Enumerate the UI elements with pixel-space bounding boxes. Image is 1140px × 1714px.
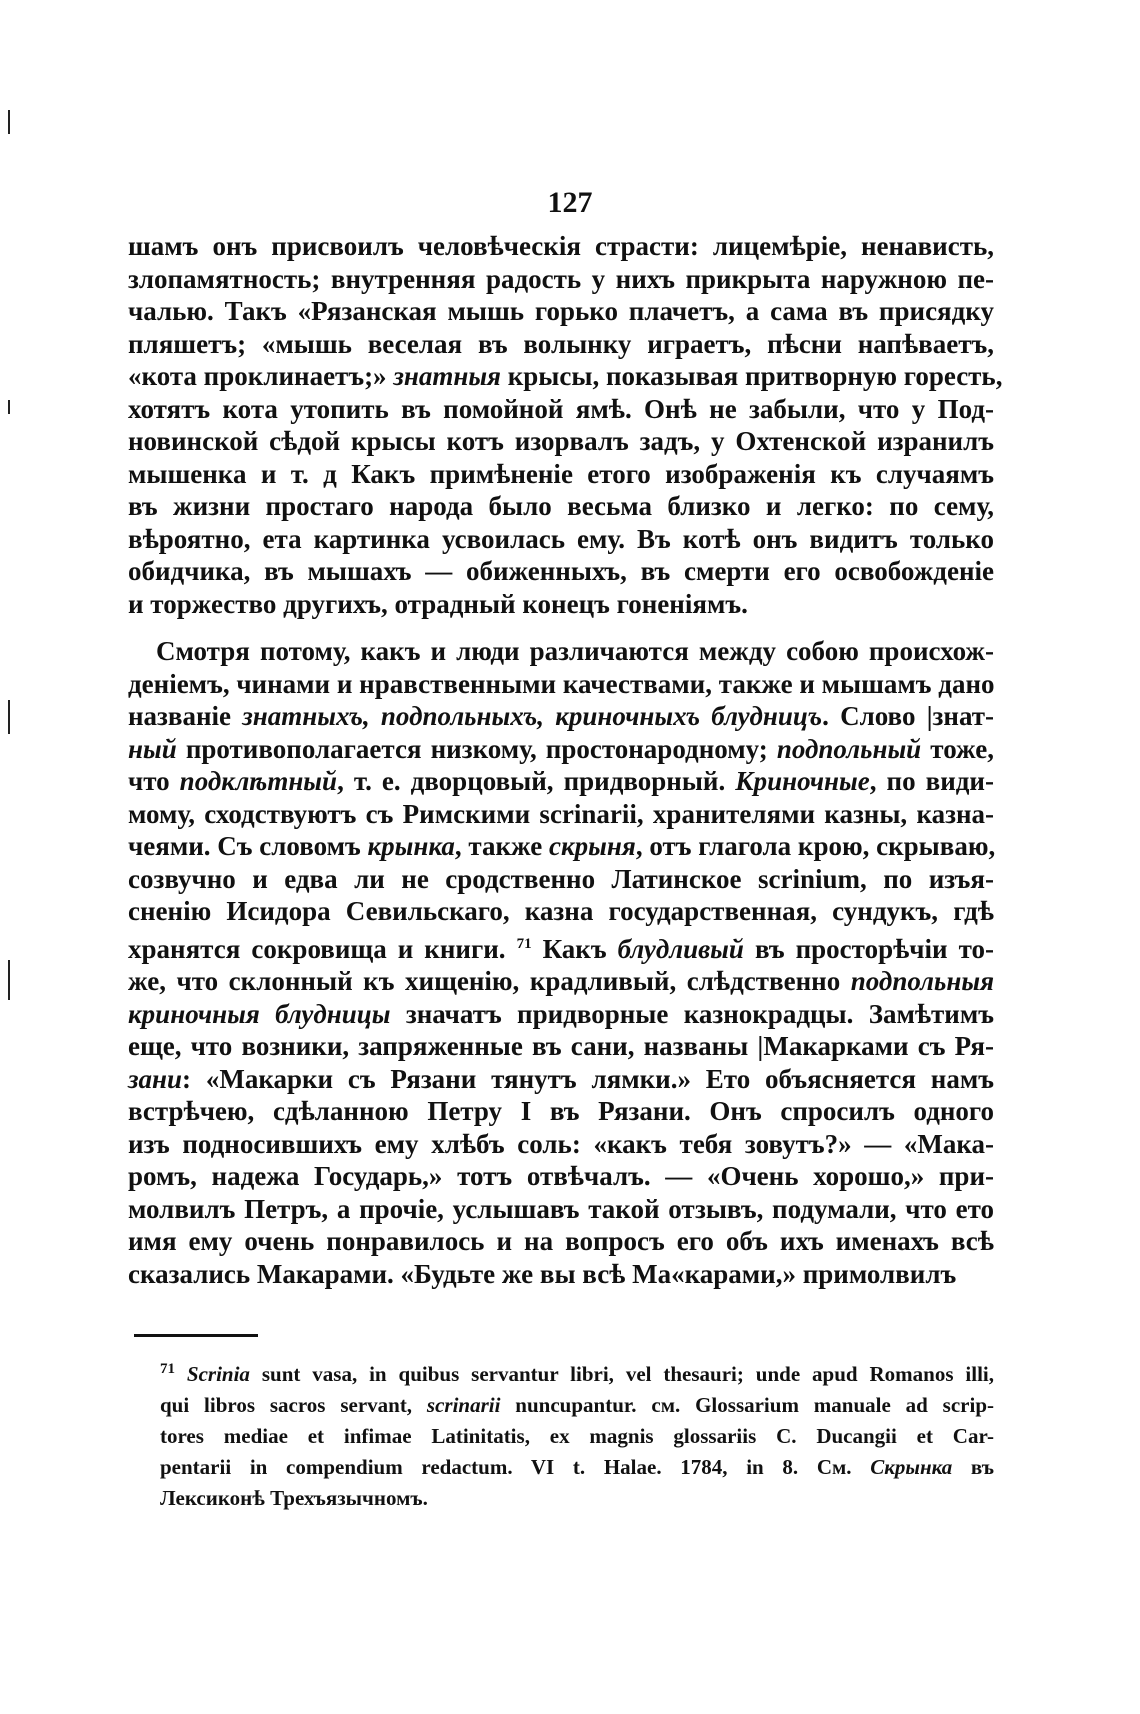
scan-edge-mark: [8, 960, 10, 1000]
text-line: деніемъ, чинами и нравственными качествами, также и мышамъ дано: [128, 668, 995, 699]
footnote: [160, 1354, 994, 1514]
text-line: молвилъ Петръ, а прочіе, услышавъ такой отзывъ, подумали, что ето: [128, 1193, 994, 1224]
text-line: сказались Макарами. «Будьте же вы всѣ Ма«карами,» примолвилъ: [128, 1258, 957, 1289]
italic-term: Scrinia: [186, 1362, 250, 1386]
text-line: криночныя блудницы значатъ придворные казнокрадцы. Замѣтимъ: [128, 998, 994, 1029]
text-line: ромъ, надежа Государь,» тотъ отвѣчалъ. — «Очень хорошо,» при-: [128, 1161, 994, 1191]
text-line: мышенка и т. д Какъ примѣненіе етого изображенія къ случаямъ: [128, 458, 994, 489]
text-line: обидчика, въ мышахъ — обиженныхъ, въ смерти его освобожденіе: [128, 556, 994, 586]
text-line: же, что склонный къ хищенію, крадливый, слѣдственно подпольныя: [128, 966, 994, 996]
paragraph-1: [128, 230, 1003, 620]
text-line: хранятся сокровища и книги. $^{71}$ Какъ блудливый въ просторѣчіи то-: [128, 933, 994, 964]
italic-term: криночныя блудницы: [128, 998, 391, 1029]
text-line: Лексиконѣ Трехъязычномъ.: [160, 1486, 428, 1510]
text-line: Смотря потому, какъ и люди различаются между собою происхож-: [156, 636, 994, 666]
text-line: зани: «Макарки съ Рязани тянутъ лямки.» Ето объясняется намъ: [128, 1063, 994, 1094]
page-number: 127: [547, 186, 593, 219]
text-line: ный противополагается низкому, простонародному; подпольный тоже,: [128, 733, 994, 764]
text-line: новинской сѣдой крысы котъ изорвалъ задъ, у Охтенской изранилъ: [128, 426, 994, 456]
text-line: tores mediae et infimae Latinitatis, ex magnis glossariis C. Ducangii et Car-: [160, 1424, 994, 1448]
text-line: $^{71}$ Scrinia sunt vasa, in quibus servantur libri, vel thesauri; unde apud Romanos illi,: [160, 1361, 994, 1386]
text-line: встрѣчею, сдѣланною Петру I въ Рязани. Онъ спросилъ одного: [128, 1096, 994, 1126]
main-text: [128, 230, 1003, 1290]
text-line: злопамятность; внутренняя радость у нихъ прикрыта наружною пе-: [128, 263, 994, 294]
italic-term: блудливый: [617, 933, 744, 964]
scan-edge-mark: [8, 700, 10, 734]
text-line: пляшетъ; «мышь веселая въ волынку играетъ, пѣсни напѣваетъ,: [128, 328, 994, 359]
text-line: сненію Исидора Севильскаго, казна государственная, сундукъ, гдѣ: [128, 896, 994, 926]
italic-term: подпольный: [776, 733, 922, 764]
text-line: имя ему очень понравилось и на вопросъ его объ ихъ именахъ всѣ: [128, 1226, 994, 1256]
italic-term: крынка: [367, 831, 455, 861]
scan-edge-mark: [8, 110, 10, 134]
text-line: qui libros sacros servant, scrinarii nuncupantur. см. Glossarium manuale ad scrip-: [160, 1393, 995, 1417]
italic-term: Криночные: [735, 766, 870, 796]
italic-term: подпольныя: [850, 966, 994, 996]
text-line: названіе знатныхъ, подпольныхъ, криночныхъ блудницъ. Слово |знат-: [128, 701, 995, 731]
paragraph-2: [128, 635, 994, 1290]
text-line: въ жизни простаго народа было весьма близко и легко: по сему,: [128, 491, 994, 521]
text-line: вѣроятно, ета картинка усвоилась ему. Въ котѣ онъ видитъ только: [128, 523, 994, 554]
footnote-ref: 71: [160, 1361, 175, 1377]
italic-term: скрыня: [549, 831, 636, 861]
text-line: «кота проклинаетъ;» знатныя крысы, показывая притворную горесть,: [128, 361, 1003, 391]
scan-edge-mark: [8, 400, 10, 414]
text-line: чеями. Съ словомъ крынка, также скрыня, отъ глагола крою, скрываю,: [128, 831, 996, 861]
text-line: что подклѣтный, т. е. дворцовый, придворный. Криночные, по види-: [128, 766, 994, 796]
text-line: изъ подносившихъ ему хлѣбъ соль: «какъ тебя зовутъ?» — «Мака-: [128, 1128, 994, 1159]
text-line: шамъ онъ присвоилъ человѣческія страсти: лицемѣріе, ненависть,: [128, 231, 994, 261]
italic-term: знатныхъ, подпольныхъ, криночныхъ блудницъ: [242, 701, 823, 731]
text-line: хотятъ кота утопить въ помойной ямѣ. Онѣ не забыли, что у Под-: [128, 393, 994, 424]
italic-term: знатныя: [393, 361, 501, 391]
footnote-ref: 71: [516, 935, 532, 952]
text-line: pentarii in compendium redactum. VI t. Halae. 1784, in 8. См. Скрынка въ: [160, 1455, 994, 1479]
text-line: мому, сходствуютъ съ Римскими scrinarii, хранителями казны, казна-: [128, 798, 994, 829]
footnote-separator: [134, 1334, 258, 1337]
italic-term: ный: [128, 733, 177, 764]
text-line: и торжество другихъ, отрадный конецъ гоненіямъ.: [128, 588, 748, 619]
text-line: чалью. Такъ «Рязанская мышь горько плачетъ, а сама въ присядку: [128, 296, 994, 326]
italic-term: зани: [128, 1063, 183, 1094]
italic-term: подклѣтный: [179, 766, 338, 796]
italic-term: Скрынка: [870, 1455, 953, 1479]
text-line: созвучно и едва ли не сродственно Латинское scrinium, по изъя-: [128, 863, 994, 894]
text-line: еще, что возники, запряженные въ сани, названы |Макарками съ Ря-: [128, 1031, 994, 1061]
italic-term: scrinarii: [426, 1393, 501, 1417]
